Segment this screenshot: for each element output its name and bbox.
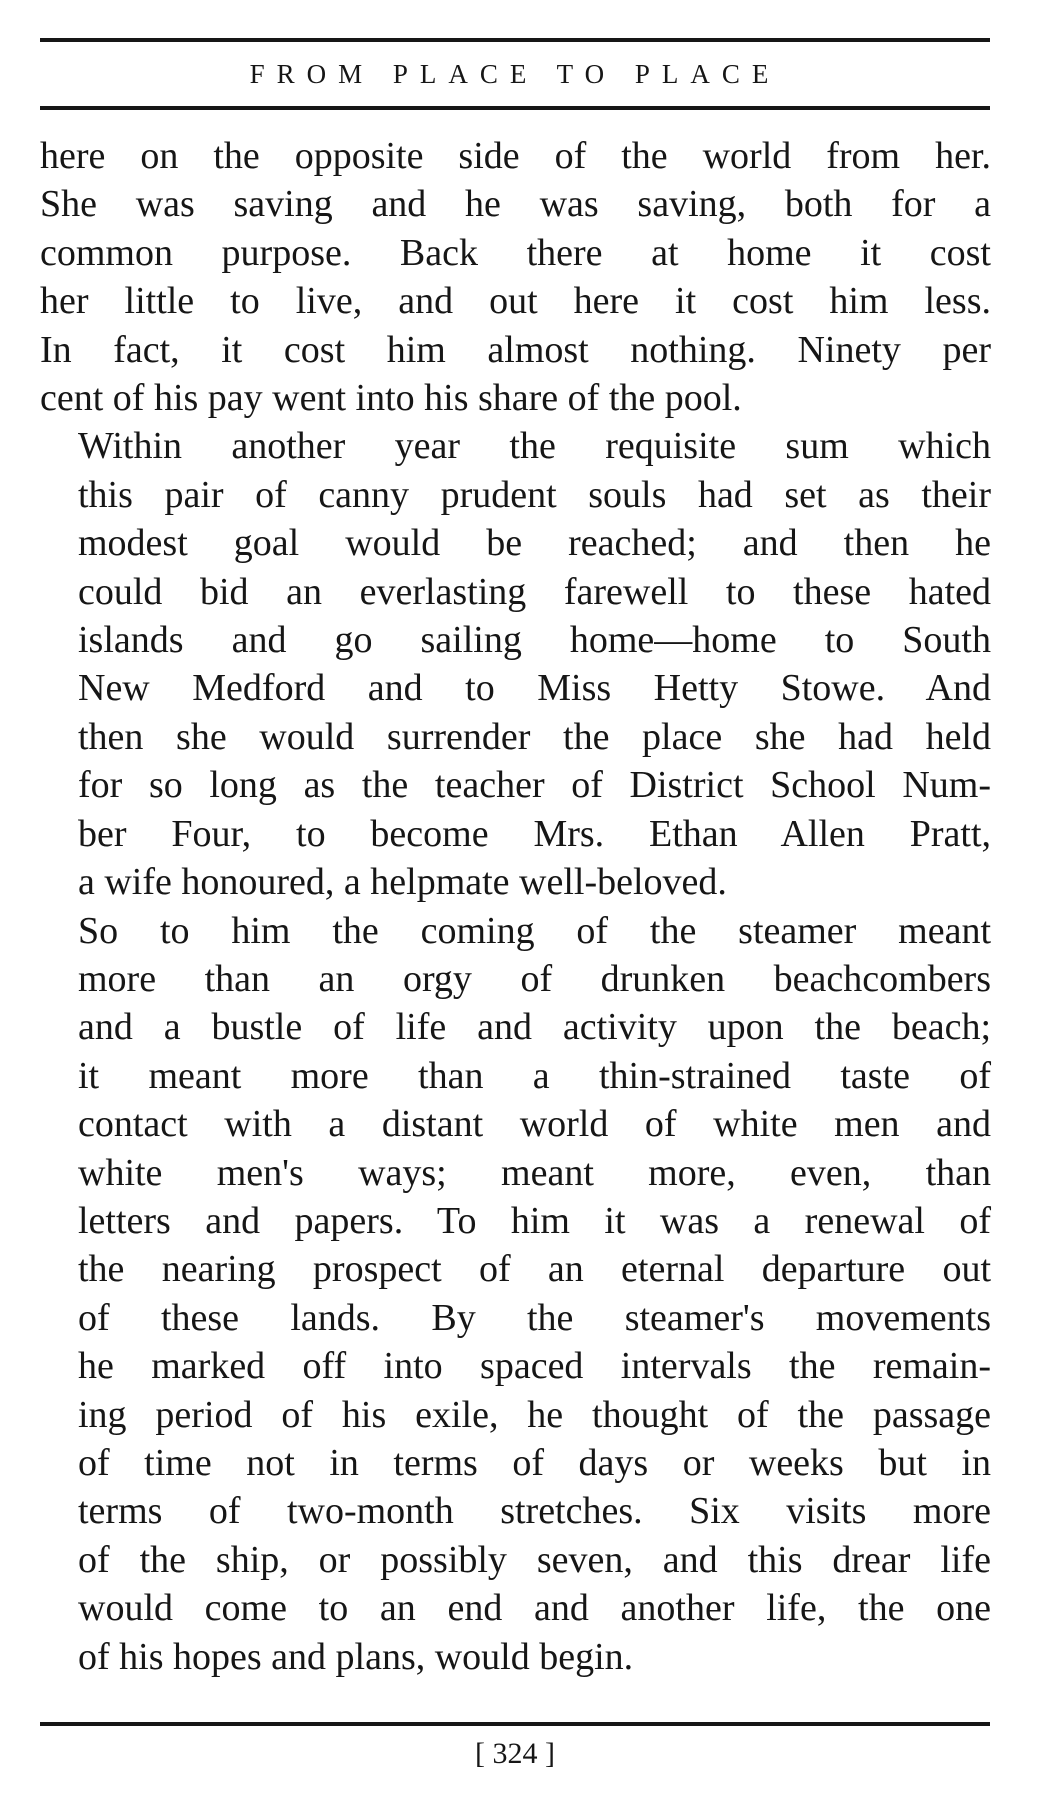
page-number: [ 324 ] [475,1737,555,1770]
text-line: modest goal would be reached; and then he [78,522,991,565]
text-line: common purpose. Back there at home it cost [40,231,991,274]
footer-rule [40,1722,990,1726]
text-line: of time not in terms of days or weeks but in [78,1441,991,1484]
text-line: would come to an end and another life, the one [78,1587,991,1630]
text-line: could bid an everlasting farewell to these hated [78,570,991,613]
text-line: white men's ways; meant more, even, than [78,1151,991,1194]
text-line: here on the opposite side of the world from her. [40,135,991,177]
header-top-rule [40,38,990,42]
text-line: ing period of his exile, he thought of the passage [78,1393,991,1436]
body-text [40,132,991,1681]
text-line: So to him the coming of the steamer meant [78,909,991,952]
text-line: New Medford and to Miss Hetty Stowe. And [78,667,991,710]
paragraph [40,132,991,422]
paragraph [40,907,991,1682]
text-line: for so long as the teacher of District School Num- [78,764,991,807]
header-bottom-rule [40,106,990,110]
text-line: contact with a distant world of white men and [78,1103,991,1146]
running-head: FROM PLACE TO PLACE [249,59,781,89]
text-line: ber Four, to become Mrs. Ethan Allen Pratt, [78,812,991,855]
text-line: more than an orgy of drunken beachcombers [78,957,991,1000]
text-line: of his hopes and plans, would begin. [78,1635,634,1678]
text-line: of these lands. By the steamer's movements [78,1296,991,1339]
text-line: her little to live, and out here it cost him less. [40,280,991,323]
text-line: In fact, it cost him almost nothing. Ninety per [40,328,991,371]
text-line: then she would surrender the place she had held [78,715,991,758]
text-line: he marked off into spaced intervals the remain- [78,1345,991,1388]
text-line: letters and papers. To him it was a renewal of [78,1199,991,1242]
text-line: terms of two-month stretches. Six visits more [78,1490,991,1533]
text-line: cent of his pay went into his share of the pool. [40,377,742,420]
text-line: it meant more than a thin-strained taste of [78,1054,991,1097]
text-line: of the ship, or possibly seven, and this drear life [78,1538,991,1581]
text-line: Within another year the requisite sum which [78,425,991,468]
text-line: the nearing prospect of an eternal departure out [78,1248,991,1291]
text-line: She was saving and he was saving, both for a [40,183,991,226]
text-line: islands and go sailing home—home to South [78,619,991,662]
text-line: and a bustle of life and activity upon the beach; [78,1006,991,1049]
paragraph [40,422,991,906]
text-line: a wife honoured, a helpmate well-beloved. [78,861,727,904]
text-line: this pair of canny prudent souls had set as their [78,473,991,516]
